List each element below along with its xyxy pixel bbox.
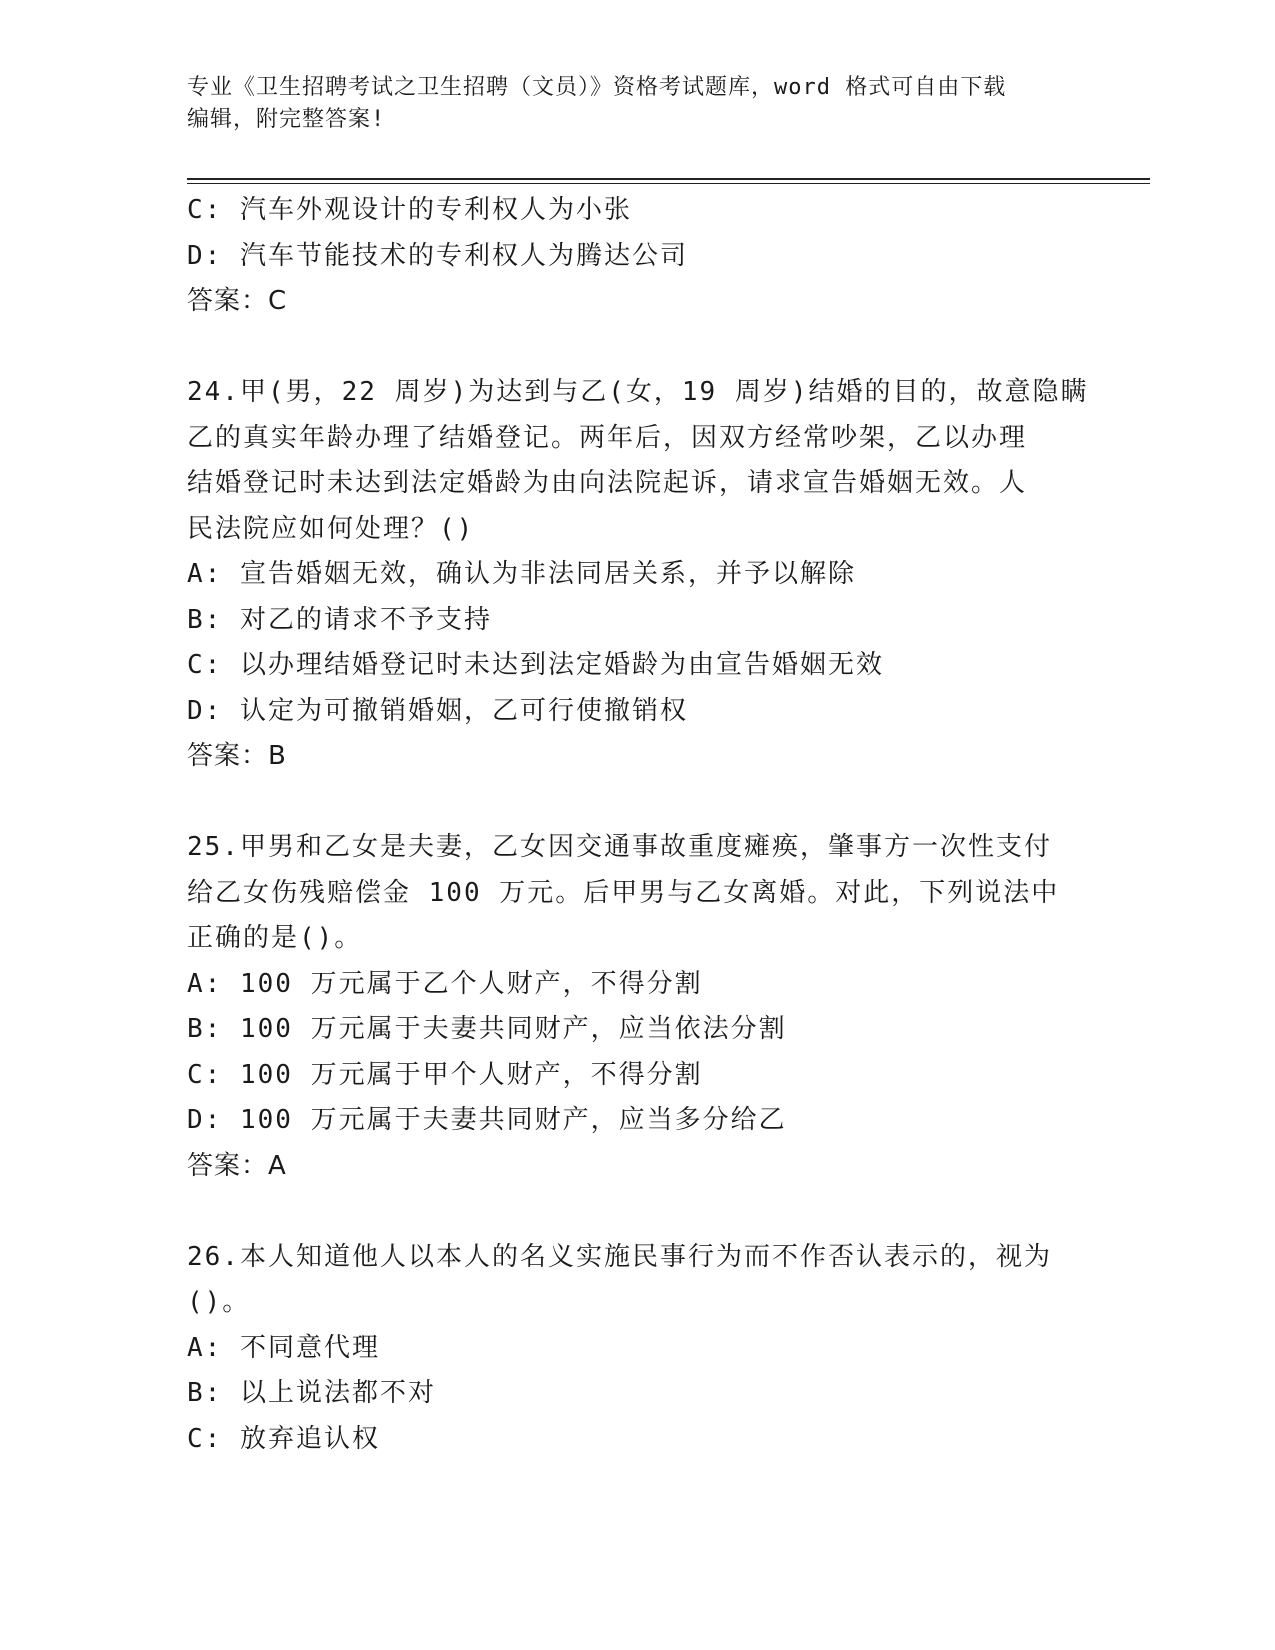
header-line-1: 专业《卫生招聘考试之卫生招聘（文员）》资格考试题库，word 格式可自由下载	[187, 75, 1007, 100]
option-c: C: 汽车外观设计的专利权人为小张	[187, 195, 632, 225]
question-stem-line: 结婚登记时未达到法定婚龄为由向法院起诉，请求宣告婚姻无效。人	[187, 468, 1028, 498]
header-line-2: 编辑，附完整答案!	[187, 107, 386, 132]
option-b: B: 100 万元属于夫妻共同财产，应当依法分割	[187, 1014, 787, 1044]
option-a: A: 宣告婚姻无效，确认为非法同居关系，并予以解除	[187, 559, 856, 589]
option-d: D: 认定为可撤销婚姻，乙可行使撤销权	[187, 695, 688, 726]
option-b: B: 对乙的请求不予支持	[187, 604, 492, 635]
question-stem-line: 乙的真实年龄办理了结婚登记。两年后，因双方经常吵架，乙以办理	[187, 422, 1028, 453]
question-stem-line: 给乙女伤残赔偿金 100 万元。后甲男与乙女离婚。对此，下列说法中	[187, 877, 1060, 908]
option-a: A: 100 万元属于乙个人财产，不得分割	[187, 968, 703, 999]
question-content	[187, 188, 1087, 1462]
option-d: D: 汽车节能技术的专利权人为腾达公司	[187, 240, 688, 271]
question-stem-line: 民法院应如何处理？()	[187, 513, 475, 544]
spacer	[187, 1189, 1087, 1235]
question-stem-line: 25.甲男和乙女是夫妻，乙女因交通事故重度瘫痪，肇事方一次性支付	[187, 832, 1052, 862]
option-a: A: 不同意代理	[187, 1332, 380, 1363]
header-divider-thin	[187, 183, 1150, 184]
question-stem-line: ()。	[187, 1287, 251, 1317]
previous-question	[187, 188, 1087, 325]
option-c: C: 放弃追认权	[187, 1423, 380, 1454]
question-stem-line: 26.本人知道他人以本人的名义实施民事行为而不作否认表示的，视为	[187, 1241, 1052, 1272]
question-stem-line: 正确的是()。	[187, 923, 363, 953]
header-divider-thick	[187, 178, 1150, 180]
question-24	[187, 370, 1087, 780]
answer-label: 答案：A	[187, 1150, 287, 1181]
option-b: B: 以上说法都不对	[187, 1378, 436, 1408]
spacer	[187, 780, 1087, 826]
question-26	[187, 1235, 1087, 1463]
document-header	[187, 72, 1087, 136]
option-c: C: 100 万元属于甲个人财产，不得分割	[187, 1059, 703, 1090]
option-c: C: 以办理结婚登记时未达到法定婚龄为由宣告婚姻无效	[187, 650, 884, 680]
answer-label: 答案：C	[187, 286, 288, 316]
spacer	[187, 325, 1087, 371]
question-stem-line: 24.甲(男，22 周岁)为达到与乙(女，19 周岁)结婚的目的，故意隐瞒	[187, 377, 1089, 407]
answer-label: 答案：B	[187, 741, 287, 771]
option-d: D: 100 万元属于夫妻共同财产，应当多分给乙	[187, 1105, 787, 1135]
question-25	[187, 825, 1087, 1189]
